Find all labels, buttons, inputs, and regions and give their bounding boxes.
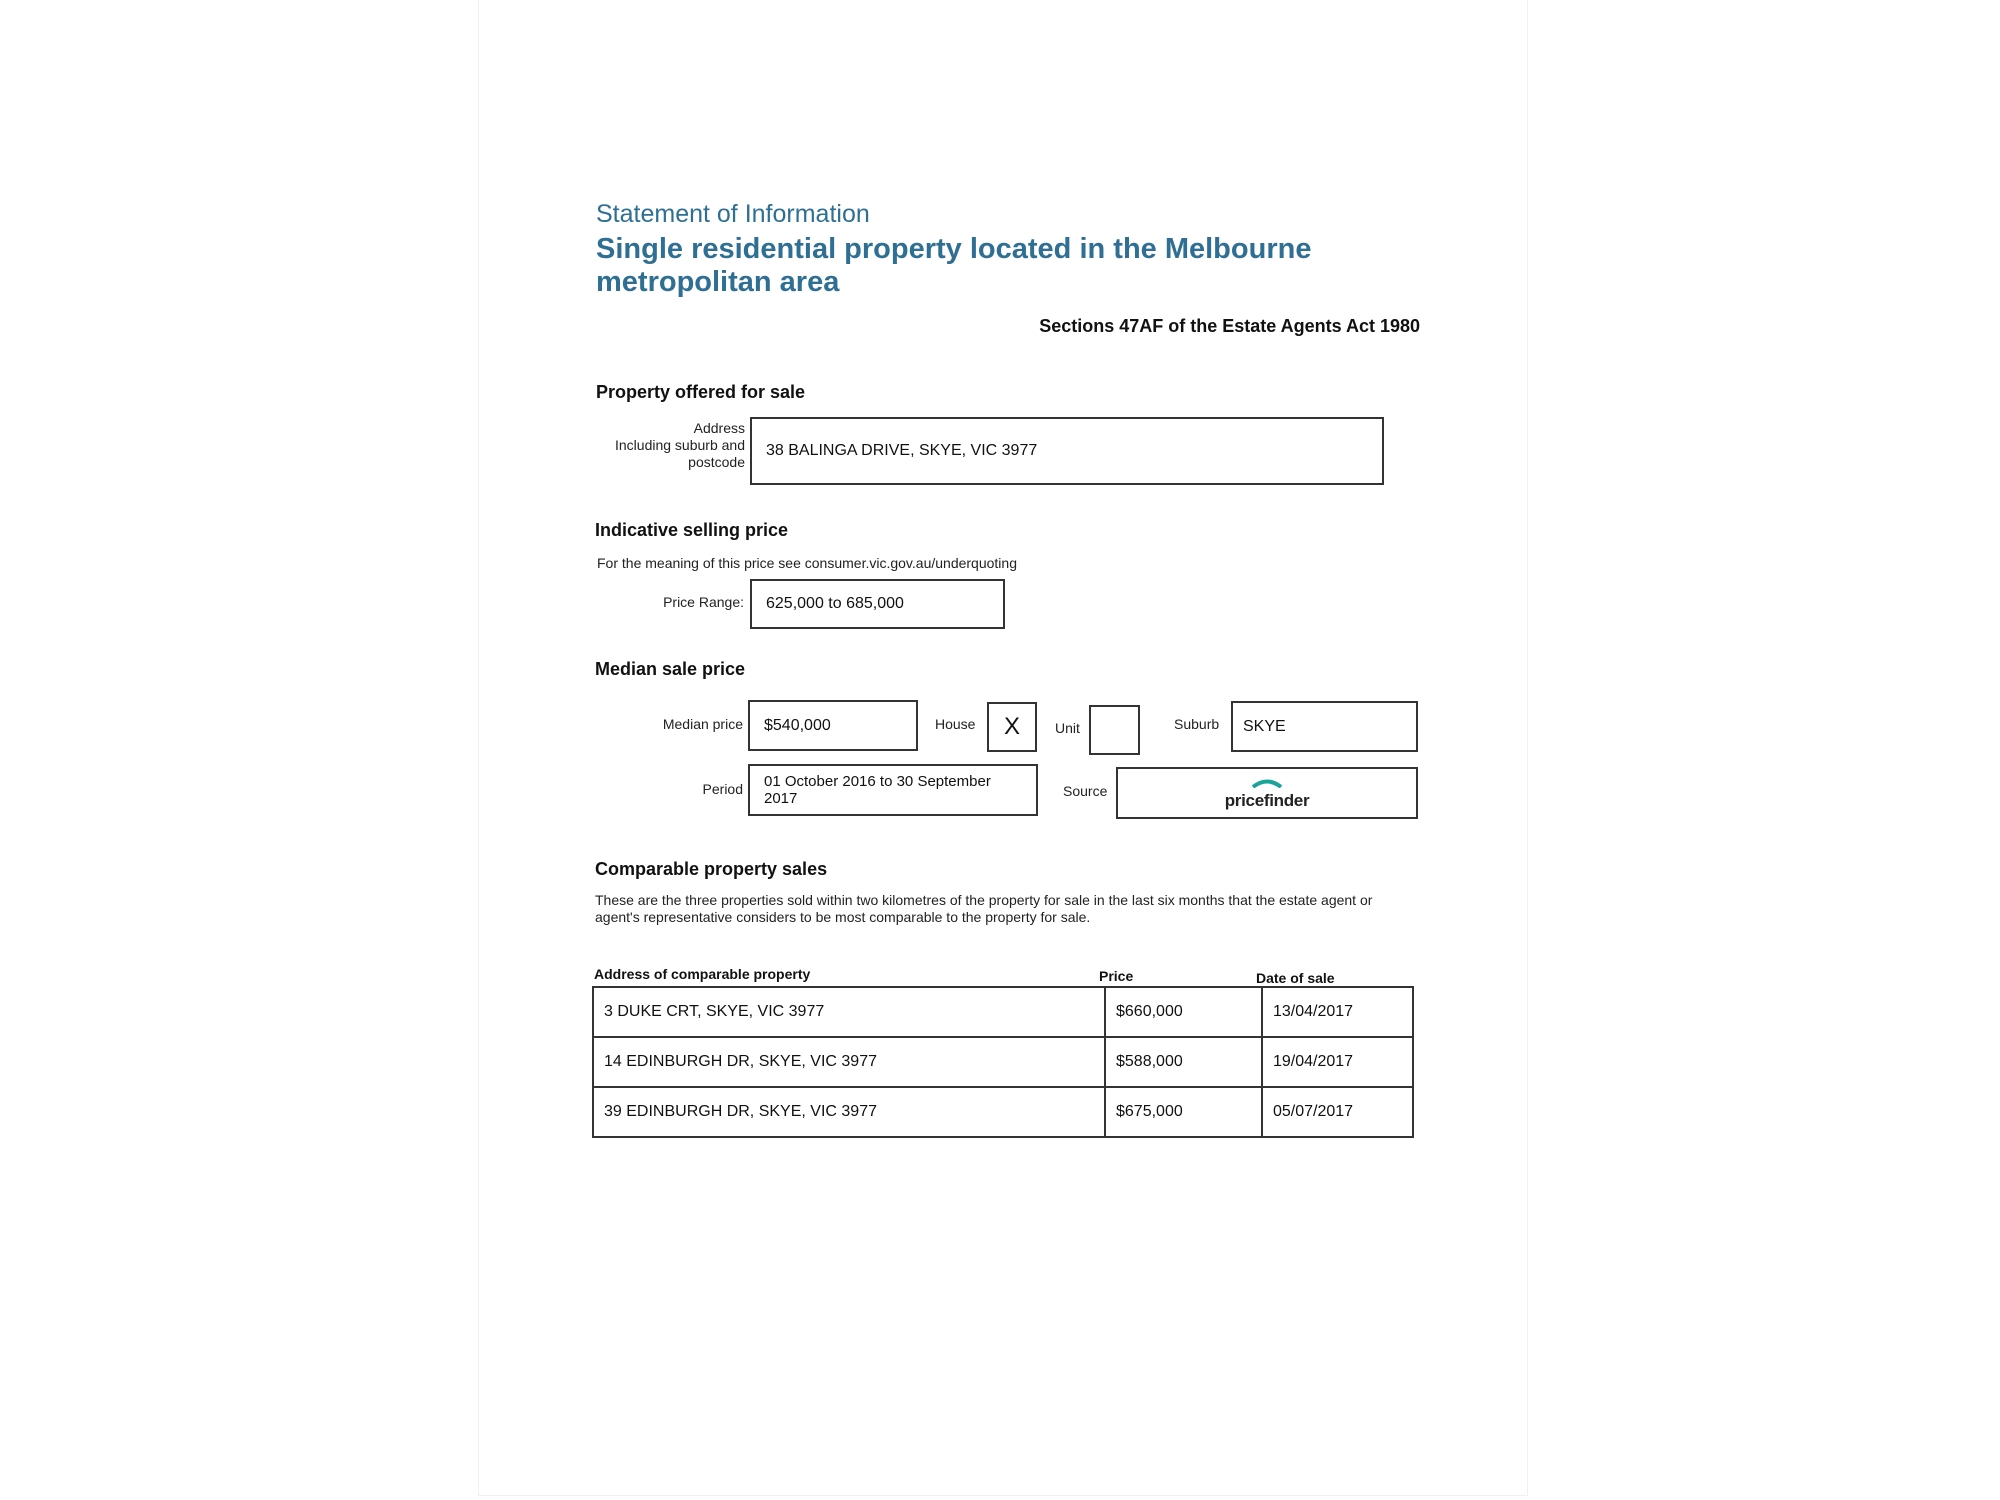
comparables-table (592, 986, 1414, 1138)
comparables-note: These are the three properties sold within two kilometres of the property for sale in the last six months that the estate agent or agent's representative considers to be most comparable to the property for sale. (595, 892, 1373, 925)
table-row (593, 1087, 1413, 1137)
price-range-label: Price Range: (663, 594, 744, 610)
price-range-field[interactable] (750, 579, 1005, 629)
row-address: 14 EDINBURGH DR, SKYE, VIC 3977 (593, 1037, 1105, 1087)
pricefinder-arc-icon (1251, 778, 1283, 788)
row-address: 3 DUKE CRT, SKYE, VIC 3977 (593, 987, 1105, 1037)
address-label (580, 420, 745, 471)
price-heading: Indicative selling price (595, 520, 789, 540)
suburb-field[interactable] (1231, 701, 1418, 752)
property-heading: Property offered for sale (596, 382, 806, 402)
pricefinder-wordmark: pricefinder (1224, 791, 1310, 810)
median-heading: Median sale price (595, 659, 746, 679)
document-title: Single residential property located in the Melbourne metropolitan area (596, 233, 1312, 298)
table-row (593, 1037, 1413, 1087)
suburb-label: Suburb (1174, 716, 1220, 732)
pricefinder-logo (1118, 775, 1416, 811)
median-price-value: $540,000 (764, 716, 831, 734)
source-field (1116, 767, 1418, 819)
address-value: 38 BALINGA DRIVE, SKYE, VIC 3977 (766, 442, 1038, 459)
period-label: Period (702, 781, 743, 797)
median-price-label: Median price (662, 716, 743, 732)
address-label-line-1: Address (693, 420, 745, 436)
row-price: $660,000 (1105, 987, 1262, 1037)
row-date: 19/04/2017 (1262, 1037, 1413, 1087)
period-value: 01 October 2016 to 30 September 2017 (764, 773, 991, 807)
col-header-address: Address of comparable property (594, 966, 811, 982)
row-price: $588,000 (1105, 1037, 1262, 1087)
median-price-field[interactable] (748, 700, 918, 751)
address-label-line-2: Including suburb and (615, 437, 745, 453)
table-row (593, 987, 1413, 1037)
house-label: House (935, 716, 976, 732)
period-field[interactable] (748, 764, 1038, 816)
row-date: 13/04/2017 (1262, 987, 1413, 1037)
comparables-heading: Comparable property sales (595, 859, 828, 879)
document-subtitle: Statement of Information (596, 200, 870, 228)
unit-label: Unit (1055, 720, 1080, 736)
row-address: 39 EDINBURGH DR, SKYE, VIC 3977 (593, 1087, 1105, 1137)
price-note: For the meaning of this price see consumer.vic.gov.au/underquoting (597, 555, 1017, 571)
unit-checkbox[interactable] (1089, 705, 1140, 755)
col-header-price: Price (1099, 968, 1134, 984)
house-checkbox[interactable] (987, 702, 1037, 752)
price-range-value: 625,000 to 685,000 (766, 595, 904, 612)
suburb-value: SKYE (1243, 717, 1286, 735)
act-reference: Sections 47AF of the Estate Agents Act 1980 (1039, 316, 1420, 336)
address-field[interactable] (750, 417, 1384, 485)
house-check-mark: X (1003, 713, 1020, 740)
address-label-line-3: postcode (688, 454, 745, 470)
row-date: 05/07/2017 (1262, 1087, 1413, 1137)
col-header-date: Date of sale (1256, 970, 1335, 986)
row-price: $675,000 (1105, 1087, 1262, 1137)
source-label: Source (1063, 783, 1108, 799)
